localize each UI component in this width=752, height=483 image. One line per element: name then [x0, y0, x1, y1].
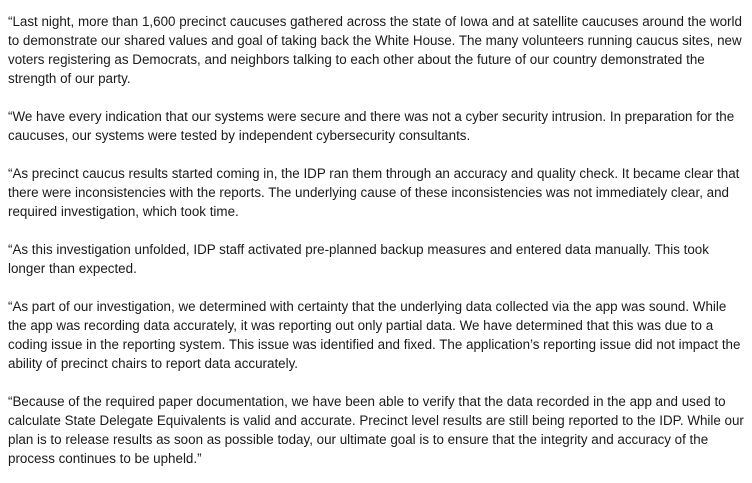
- paragraph-backup-measures: “As this investigation unfolded, IDP staff activated pre-planned backup measures and entered data manually. This took longer than expected.: [8, 242, 709, 276]
- paragraph-caucus-overview: “Last night, more than 1,600 precinct caucuses gathered across the state of Iowa and at satellite caucuses around the world to demonstrate our shared values and goal of taking back the White House. The many volunteers running caucus sites, new voters registering as Democrats, and neighbors talking to each other about the future of our country demonstrated the strength of our party.: [8, 14, 742, 86]
- paragraph-inconsistencies: “As precinct caucus results started coming in, the IDP ran them through an accuracy and quality check. It became clear that there were inconsistencies with the reports. The underlying cause of these inconsistencies was not immediately clear, and required investigation, which took time.: [8, 166, 740, 219]
- paragraph-paper-documentation: “Because of the required paper documentation, we have been able to verify that the data recorded in the app and used to calculate State Delegate Equivalents is valid and accurate. Precinct level results are still being reported to the IDP. While our plan is to release results as soon as possible today, our ultimate goal is to ensure that the integrity and accuracy of the process continues to be upheld.”: [8, 394, 744, 466]
- paragraph-investigation-findings: “As part of our investigation, we determined with certainty that the underlying data collected via the app was sound. While the app was recording data accurately, it was reporting out only partial data. We have determined that this was due to a coding issue in the reporting system. This issue was identified and fixed. The application’s reporting issue did not impact the ability of precinct chairs to report data accurately.: [8, 299, 741, 371]
- paragraph-security: “We have every indication that our systems were secure and there was not a cyber security intrusion. In preparation for the caucuses, our systems were tested by independent cybersecurity consultants.: [8, 109, 735, 143]
- statement-document: [8, 12, 744, 468]
